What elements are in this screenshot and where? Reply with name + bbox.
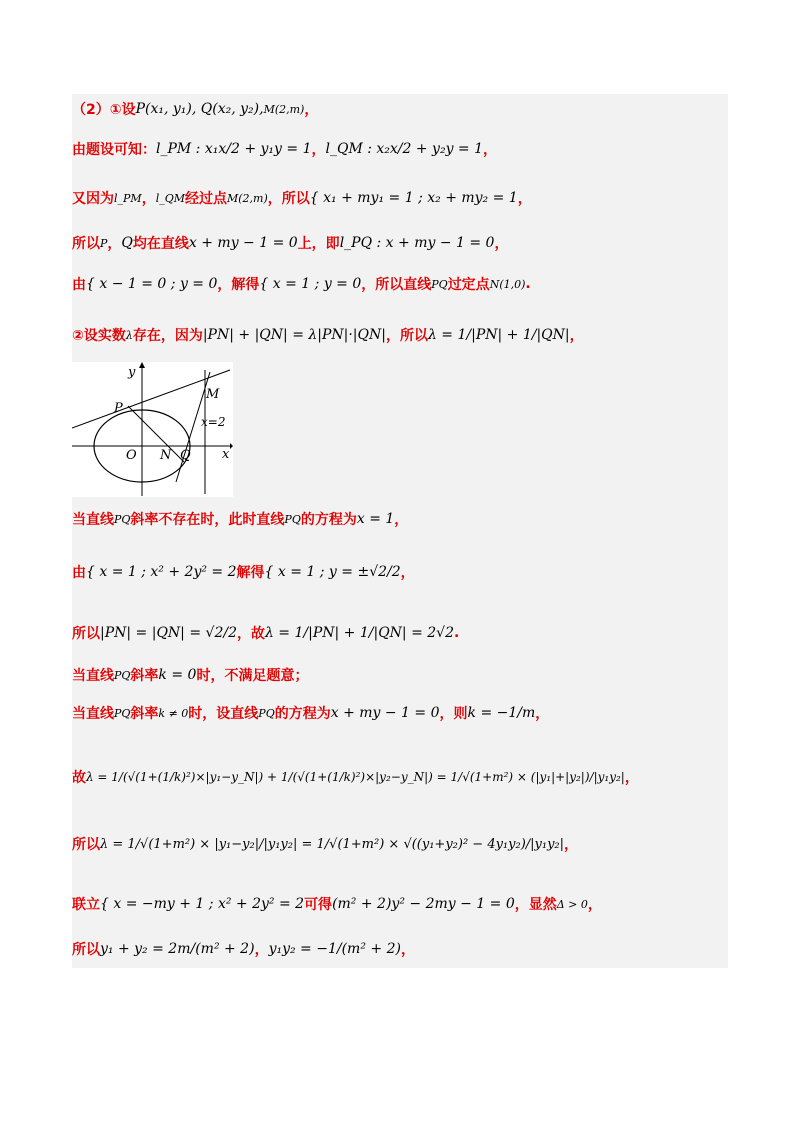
math: λ = 1/√(1+m²) × |y₁−y₂|/|y₁y₂| = 1/√(1+m²) × √((y₁+y₂)² − 4y₁y₂)/|y₁y₂| <box>100 836 565 852</box>
math: λ = 1/|PN| + 1/|QN| = 2√2 <box>264 625 454 641</box>
math: x + my − 1 = 0 <box>188 235 298 251</box>
text: 存在，因为 <box>132 328 203 344</box>
text: ， <box>304 102 319 118</box>
math: PQ <box>431 277 448 291</box>
math: N(1,0) <box>489 277 526 291</box>
text: ，所以 <box>267 191 310 207</box>
text: 均在直线 <box>132 236 189 252</box>
math: (m² + 2)y² − 2my − 1 = 0 <box>332 896 515 912</box>
ellipse-diagram <box>72 362 233 497</box>
text: 故 <box>72 770 86 786</box>
text: ，则 <box>439 706 468 722</box>
math: Δ > 0 <box>556 897 588 911</box>
math: λ <box>125 328 133 342</box>
text: 时，不满足题意； <box>196 668 309 684</box>
math: { x = 1 ; y = ±√2/2 <box>264 564 401 580</box>
text: 联立 <box>72 897 100 913</box>
label-n: N <box>160 448 172 463</box>
math: { x = −my + 1 ; x² + 2y² = 2 <box>100 896 305 912</box>
x-axis-arrow <box>230 443 233 449</box>
math: l_QM : x₂x/2 + y₂y = 1 <box>325 141 484 157</box>
math: PQ <box>258 706 275 720</box>
math: Q <box>121 235 133 251</box>
line-15 <box>72 934 415 964</box>
text: 的方程为 <box>274 706 331 722</box>
math: x + my − 1 = 0 <box>330 705 440 721</box>
text: ，解得 <box>217 277 260 293</box>
math: |PN| = |QN| = √2/2 <box>100 625 237 641</box>
text: 过定点 <box>447 277 490 293</box>
text: 当直线 <box>72 512 114 528</box>
text: ，故 <box>236 626 265 642</box>
text: . <box>525 276 531 292</box>
math: |PN| + |QN| = λ|PN|·|QN| <box>202 327 386 343</box>
text: 的方程为 <box>300 512 357 528</box>
math: P <box>100 236 108 250</box>
label-p: P <box>114 401 123 416</box>
math: k = 0 <box>158 667 197 683</box>
text: ， <box>535 706 550 722</box>
math: { x = 1 ; x² + 2y² = 2 <box>86 564 237 580</box>
text: 所以 <box>72 942 100 958</box>
text: ，所以直线 <box>361 277 432 293</box>
label-x: x <box>222 447 230 462</box>
text: ， <box>141 191 156 207</box>
math: k ≠ 0 <box>158 706 189 720</box>
math: M(2,m) <box>263 102 305 116</box>
text: （2）①设 <box>72 102 136 118</box>
math: PQ <box>114 512 131 526</box>
text: 斜率 <box>130 706 159 722</box>
line-12 <box>72 752 639 802</box>
line-4 <box>72 232 508 254</box>
line-3 <box>72 180 532 216</box>
line-10 <box>72 664 308 686</box>
text: ， <box>494 236 509 252</box>
text: 当直线 <box>72 668 114 684</box>
text: ， <box>517 191 532 207</box>
line-7 <box>72 508 408 530</box>
text: 所以 <box>72 837 100 853</box>
math: PQ <box>284 512 301 526</box>
math: l_PM : x₁x/2 + y₁y = 1 <box>156 141 312 157</box>
text: 时，设直线 <box>188 706 259 722</box>
text: 解得 <box>236 565 265 581</box>
text: ， <box>311 142 326 158</box>
math: { x − 1 = 0 ; y = 0 <box>86 276 218 292</box>
text: ，显然 <box>514 897 557 913</box>
line-1 <box>72 98 318 120</box>
math: PQ <box>114 706 131 720</box>
ellipse-figure <box>72 362 233 497</box>
text: 经过点 <box>185 191 227 207</box>
text: ， <box>400 942 415 958</box>
text: 由 <box>72 565 86 581</box>
math: λ = 1/|PN| + 1/|QN| <box>427 327 570 343</box>
math: l_PM <box>114 191 142 205</box>
text: 所以 <box>72 626 100 642</box>
text: 上，即 <box>297 236 340 252</box>
label-y: y <box>128 365 136 380</box>
math: P(x₁, y₁), Q(x₂, y₂), <box>135 101 264 117</box>
line-6 <box>72 320 584 350</box>
line-5 <box>72 266 531 302</box>
label-m: M <box>206 387 220 402</box>
text: ，所以 <box>385 328 428 344</box>
label-o: O <box>126 448 137 463</box>
label-x-eq-2: x=2 <box>201 415 226 429</box>
text: ， <box>254 942 269 958</box>
text: 由题设可知： <box>72 142 156 158</box>
text: ， <box>107 236 122 252</box>
text: 又因为 <box>72 191 114 207</box>
text: 所以 <box>72 236 100 252</box>
text: 由 <box>72 277 86 293</box>
text: ， <box>564 837 579 853</box>
math: y₁ + y₂ = 2m/(m² + 2) <box>100 941 255 957</box>
text: ， <box>569 328 584 344</box>
text: . <box>454 625 460 641</box>
math: λ = 1/(√(1+(1/k)²)×|y₁−y_N|) + 1/(√(1+(1/k)²)×|y₂−y_N|) = 1/√(1+m²) × (|y₁|+|y₂|)/|y₁y₂| <box>86 770 625 784</box>
math: k = −1/m <box>467 705 536 721</box>
line-9 <box>72 618 459 648</box>
line-2 <box>72 134 497 164</box>
line-13 <box>72 826 578 862</box>
line-11 <box>72 698 549 728</box>
math: x = 1 <box>356 511 395 527</box>
math: l_QM <box>155 191 185 205</box>
text: ②设实数 <box>72 328 126 344</box>
math: M(2,m) <box>227 191 268 205</box>
text: 当直线 <box>72 706 114 722</box>
line-14 <box>72 886 602 922</box>
math: PQ <box>114 668 131 682</box>
text: 斜率不存在时，此时直线 <box>130 512 285 528</box>
text: ， <box>400 565 415 581</box>
y-axis-arrow <box>139 362 145 368</box>
math: l_PQ : x + my − 1 = 0 <box>339 235 495 251</box>
math: y₁y₂ = −1/(m² + 2) <box>268 941 401 957</box>
text: 斜率 <box>130 668 159 684</box>
text: ， <box>394 512 409 528</box>
text: 可得 <box>304 897 333 913</box>
line-8 <box>72 552 415 592</box>
math: { x₁ + my₁ = 1 ; x₂ + my₂ = 1 <box>309 190 518 206</box>
text: ， <box>483 142 498 158</box>
text: ， <box>587 897 602 913</box>
text: ， <box>624 770 639 786</box>
label-q: Q <box>180 448 191 463</box>
math: { x = 1 ; y = 0 <box>259 276 362 292</box>
